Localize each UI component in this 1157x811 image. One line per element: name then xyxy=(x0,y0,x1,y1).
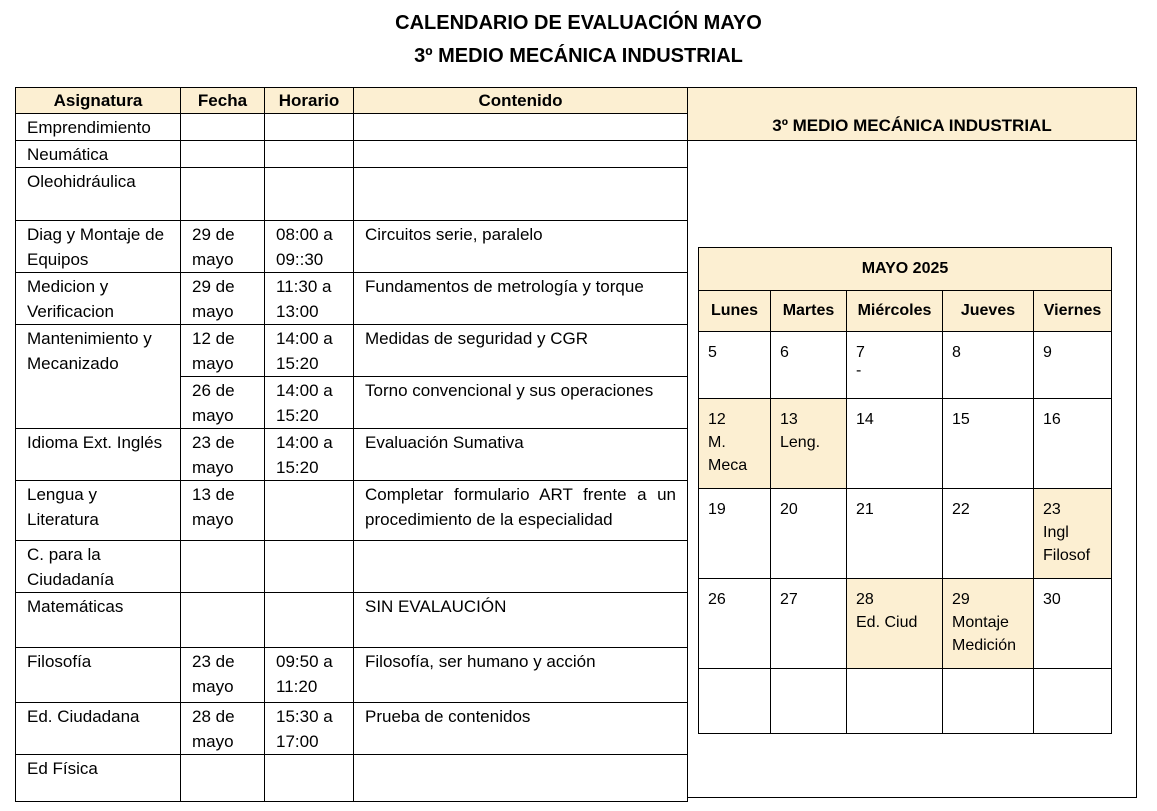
calendar-day-cell xyxy=(699,489,771,579)
table-row xyxy=(16,648,688,703)
calendar-day-cell xyxy=(699,579,771,669)
calendar-day-cell xyxy=(1034,489,1112,579)
subject-cell: C. para la Ciudadanía xyxy=(16,541,181,593)
day-number: 28 xyxy=(856,591,874,608)
content-cell xyxy=(354,168,688,221)
date-cell: 13 de mayo xyxy=(181,481,265,541)
day-number: 7 xyxy=(856,344,865,361)
panel-title: 3º MEDIO MECÁNICA INDUSTRIAL xyxy=(688,88,1136,141)
content-cell: Filosofía, ser humano y acción xyxy=(354,648,688,703)
date-cell xyxy=(181,168,265,221)
subject-cell: Diag y Montaje de Equipos xyxy=(16,221,181,273)
time-cell xyxy=(265,541,354,593)
calendar-day-cell xyxy=(771,399,847,489)
document-title: CALENDARIO DE EVALUACIÓN MAYO xyxy=(395,12,762,34)
content-cell: Fundamentos de metrología y torque xyxy=(354,273,688,325)
subject-cell: Oleohidráulica xyxy=(16,168,181,221)
weekday-label: Jueves xyxy=(943,291,1034,332)
content-cell xyxy=(354,541,688,593)
calendar-day-cell xyxy=(771,332,847,399)
subject-cell: Emprendimiento xyxy=(16,114,181,141)
day-number: 16 xyxy=(1043,411,1061,428)
day-number: 12 xyxy=(708,411,726,428)
day-number: 22 xyxy=(952,501,970,518)
calendar-day-cell xyxy=(1034,579,1112,669)
date-cell: 12 de mayo xyxy=(181,325,265,377)
calendar-day-cell xyxy=(847,669,943,734)
day-number: 30 xyxy=(1043,591,1061,608)
day-number: 8 xyxy=(952,344,961,361)
content-cell xyxy=(354,141,688,168)
time-cell: 14:00 a 15:20 xyxy=(265,429,354,481)
calendar-weekday-row xyxy=(699,291,1112,332)
calendar-month-row xyxy=(699,248,1112,291)
date-cell xyxy=(181,114,265,141)
day-number: 27 xyxy=(780,591,798,608)
calendar-week-row xyxy=(699,579,1112,669)
table-row xyxy=(16,593,688,648)
day-note: - xyxy=(856,362,862,379)
day-number: 5 xyxy=(708,344,717,361)
subject-cell: Mantenimiento y Mecanizado xyxy=(16,325,181,429)
table-header-row xyxy=(16,88,688,114)
time-cell: 15:30 a 17:00 xyxy=(265,703,354,755)
date-cell: 23 de mayo xyxy=(181,429,265,481)
header-asignatura: Asignatura xyxy=(16,88,181,114)
time-cell: 08:00 a 09::30 xyxy=(265,221,354,273)
calendar-day-cell xyxy=(943,399,1034,489)
may-calendar xyxy=(698,247,1112,734)
date-cell: 29 de mayo xyxy=(181,273,265,325)
calendar-day-cell xyxy=(771,489,847,579)
day-number: 26 xyxy=(708,591,726,608)
subject-cell: Matemáticas xyxy=(16,593,181,648)
content-cell: Torno convencional y sus operaciones xyxy=(354,377,688,429)
subject-cell: Neumática xyxy=(16,141,181,168)
table-row xyxy=(16,114,688,141)
day-note: Ingl Filosof xyxy=(1043,524,1091,564)
table-row xyxy=(16,755,688,802)
time-cell xyxy=(265,168,354,221)
subject-cell: Idioma Ext. Inglés xyxy=(16,429,181,481)
header-contenido: Contenido xyxy=(354,88,688,114)
calendar-day-cell xyxy=(847,332,943,399)
day-number: 23 xyxy=(1043,501,1061,518)
time-cell: 11:30 a 13:00 xyxy=(265,273,354,325)
content-cell: Medidas de seguridad y CGR xyxy=(354,325,688,377)
date-cell: 29 de mayo xyxy=(181,221,265,273)
subject-cell: Filosofía xyxy=(16,648,181,703)
calendar-week-row xyxy=(699,399,1112,489)
subject-cell: Medicion y Verificacion xyxy=(16,273,181,325)
day-number: 19 xyxy=(708,501,726,518)
day-number: 29 xyxy=(952,591,970,608)
calendar-day-cell xyxy=(847,399,943,489)
table-row xyxy=(16,273,688,325)
weekday-label: Lunes xyxy=(699,291,771,332)
subject-cell: Ed Física xyxy=(16,755,181,802)
date-cell xyxy=(181,541,265,593)
content-cell: Circuitos serie, paralelo xyxy=(354,221,688,273)
date-cell: 23 de mayo xyxy=(181,648,265,703)
weekday-label: Miércoles xyxy=(847,291,943,332)
content-cell xyxy=(354,114,688,141)
weekday-label: Martes xyxy=(771,291,847,332)
day-note: Leng. xyxy=(780,434,821,451)
time-cell: 14:00 a 15:20 xyxy=(265,377,354,429)
header-horario: Horario xyxy=(265,88,354,114)
day-number: 14 xyxy=(856,411,874,428)
table-row xyxy=(16,325,688,377)
time-cell xyxy=(265,593,354,648)
time-cell xyxy=(265,141,354,168)
calendar-day-cell xyxy=(847,489,943,579)
content-cell: Completar formulario ART frente a un procedimiento de la especialidad xyxy=(354,481,688,541)
time-cell xyxy=(265,481,354,541)
calendar-day-cell xyxy=(847,579,943,669)
calendar-day-cell xyxy=(699,669,771,734)
time-cell: 14:00 a 15:20 xyxy=(265,325,354,377)
subject-cell: Ed. Ciudadana xyxy=(16,703,181,755)
day-number: 20 xyxy=(780,501,798,518)
time-cell: 09:50 a 11:20 xyxy=(265,648,354,703)
calendar-day-cell xyxy=(771,669,847,734)
table-row xyxy=(16,481,688,541)
day-number: 13 xyxy=(780,411,798,428)
calendar-day-cell xyxy=(699,332,771,399)
day-number: 9 xyxy=(1043,344,1052,361)
calendar-day-cell xyxy=(1034,669,1112,734)
table-row xyxy=(16,541,688,593)
calendar-day-cell xyxy=(943,489,1034,579)
evaluation-table xyxy=(15,87,688,802)
table-row xyxy=(16,221,688,273)
content-cell xyxy=(354,755,688,802)
day-number: 15 xyxy=(952,411,970,428)
date-cell xyxy=(181,141,265,168)
calendar-day-cell xyxy=(1034,399,1112,489)
day-note: Ed. Ciud xyxy=(856,614,918,631)
time-cell xyxy=(265,114,354,141)
time-cell xyxy=(265,755,354,802)
calendar-week-row xyxy=(699,489,1112,579)
calendar-month-title: MAYO 2025 xyxy=(699,248,1112,291)
calendar-day-cell xyxy=(1034,332,1112,399)
content-cell: SIN EVALAUCIÓN xyxy=(354,593,688,648)
date-cell: 26 de mayo xyxy=(181,377,265,429)
day-number: 6 xyxy=(780,344,789,361)
calendar-day-cell xyxy=(699,399,771,489)
content-cell: Evaluación Sumativa xyxy=(354,429,688,481)
calendar-day-cell xyxy=(943,669,1034,734)
date-cell xyxy=(181,593,265,648)
table-row xyxy=(16,168,688,221)
date-cell: 28 de mayo xyxy=(181,703,265,755)
calendar-day-cell xyxy=(771,579,847,669)
day-note: M. Meca xyxy=(708,434,748,474)
calendar-week-row xyxy=(699,332,1112,399)
document-subtitle: 3º MEDIO MECÁNICA INDUSTRIAL xyxy=(414,45,743,67)
subject-cell: Lengua y Literatura xyxy=(16,481,181,541)
weekday-label: Viernes xyxy=(1034,291,1112,332)
calendar-day-cell xyxy=(943,579,1034,669)
content-cell: Prueba de contenidos xyxy=(354,703,688,755)
day-number: 21 xyxy=(856,501,874,518)
header-fecha: Fecha xyxy=(181,88,265,114)
date-cell xyxy=(181,755,265,802)
table-row xyxy=(16,429,688,481)
table-row xyxy=(16,703,688,755)
table-row xyxy=(16,141,688,168)
day-note: Montaje Medición xyxy=(952,614,1017,654)
calendar-week-row xyxy=(699,669,1112,734)
calendar-day-cell xyxy=(943,332,1034,399)
